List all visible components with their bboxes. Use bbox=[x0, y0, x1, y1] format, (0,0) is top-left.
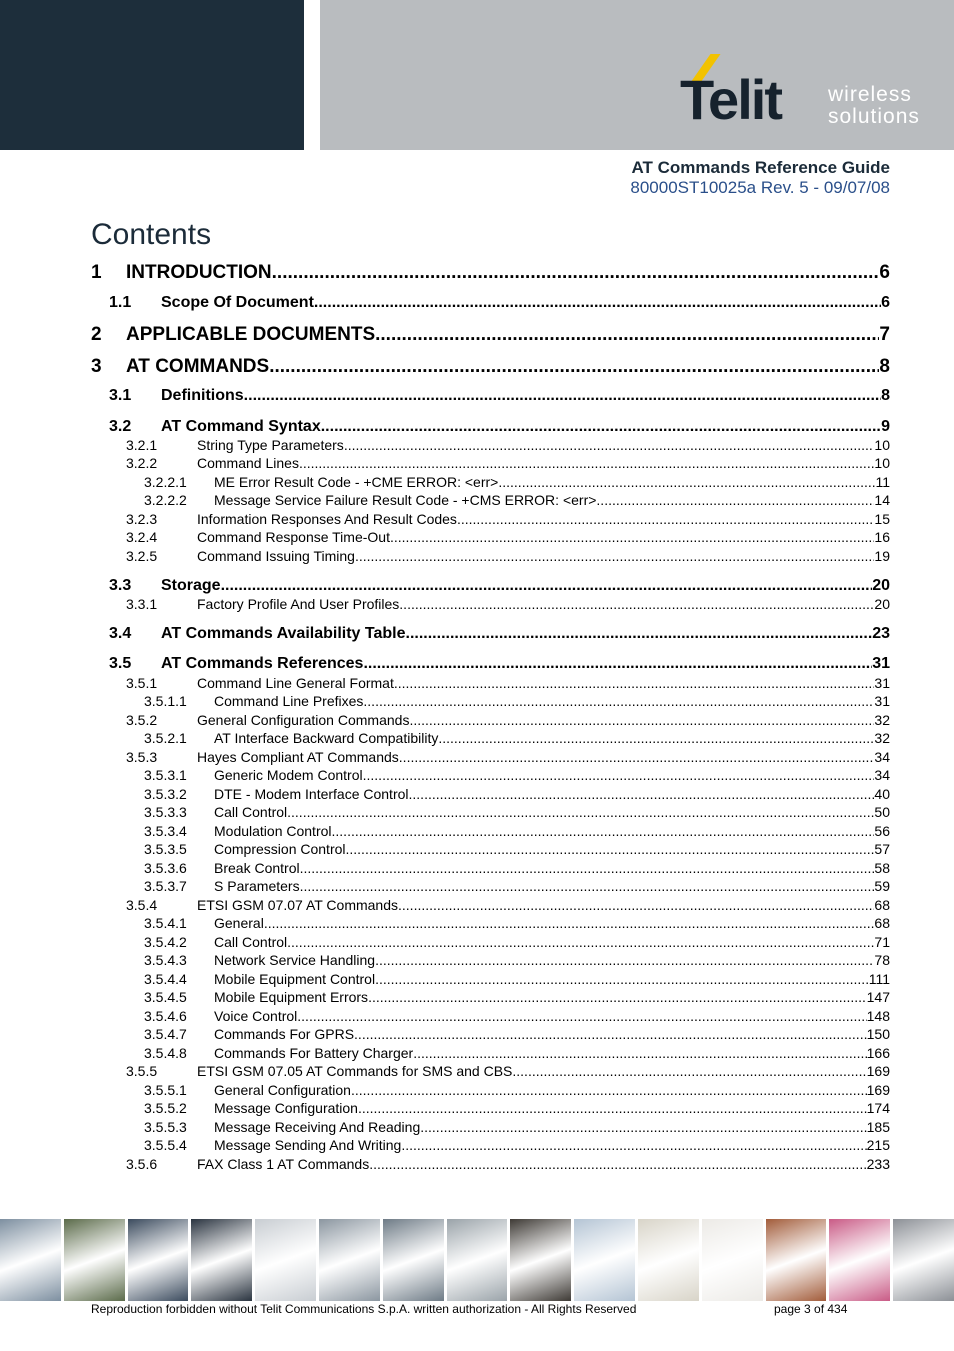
toc-dot-leader bbox=[498, 474, 875, 490]
toc-entry-page: 68 bbox=[874, 915, 890, 931]
logo-tagline bbox=[828, 84, 920, 128]
toc-entry-page: 14 bbox=[874, 492, 890, 508]
toc-entry-number: 2 bbox=[91, 324, 102, 345]
toc-dot-leader bbox=[346, 841, 875, 857]
toc-dot-leader bbox=[409, 712, 874, 728]
toc-dot-leader bbox=[399, 749, 875, 765]
toc-entry-title: ETSI GSM 07.07 AT Commands bbox=[197, 897, 399, 913]
toc-entry-title: Message Sending And Writing bbox=[214, 1137, 402, 1153]
toc-entry-title: DTE - Modem Interface Control bbox=[214, 786, 409, 802]
toc-dot-leader bbox=[221, 577, 873, 595]
toc-entry-page: 59 bbox=[874, 878, 890, 894]
toc-dot-leader bbox=[355, 548, 874, 564]
toc-entry-number: 3.2.4 bbox=[126, 529, 158, 545]
footer-photo-tile bbox=[128, 1219, 189, 1301]
toc-entry-page: 34 bbox=[874, 749, 890, 765]
toc-entry-number: 3.5.4.3 bbox=[144, 952, 187, 968]
toc-entry-title: Command Lines bbox=[197, 455, 299, 471]
toc-entry-page: 34 bbox=[874, 767, 890, 783]
toc-entry[interactable] bbox=[0, 897, 954, 915]
toc-entry-page: 6 bbox=[881, 294, 890, 311]
footer-photo-tile bbox=[638, 1219, 699, 1301]
toc-entry[interactable] bbox=[0, 823, 954, 841]
toc-entry-number: 3.5.3.1 bbox=[144, 767, 187, 783]
toc-entry-title: Commands For Battery Charger bbox=[214, 1045, 414, 1061]
toc-entry-page: 147 bbox=[866, 989, 890, 1005]
toc-entry[interactable] bbox=[0, 356, 954, 380]
toc-entry-page: 215 bbox=[866, 1137, 890, 1153]
toc-entry-page: 15 bbox=[874, 511, 890, 527]
toc-dot-leader bbox=[368, 989, 867, 1005]
toc-entry-page: 174 bbox=[866, 1100, 890, 1116]
toc-entry-title: Compression Control bbox=[214, 841, 346, 857]
toc-dot-leader bbox=[375, 324, 879, 346]
toc-entry[interactable] bbox=[0, 1156, 954, 1174]
toc-entry[interactable] bbox=[0, 878, 954, 896]
footer-photo-tile bbox=[766, 1219, 827, 1301]
footer-photo-tile bbox=[0, 1219, 61, 1301]
toc-entry-number: 3.5.4.6 bbox=[144, 1008, 187, 1024]
toc-entry[interactable] bbox=[0, 1082, 954, 1100]
toc-entry-number: 3.2.3 bbox=[126, 511, 158, 527]
toc-entry[interactable] bbox=[0, 971, 954, 989]
toc-dot-leader bbox=[332, 823, 875, 839]
toc-entry[interactable] bbox=[0, 915, 954, 933]
toc-dot-leader bbox=[401, 1137, 866, 1153]
toc-entry[interactable] bbox=[0, 511, 954, 529]
toc-entry-page: 31 bbox=[874, 693, 890, 709]
toc-entry[interactable] bbox=[0, 675, 954, 693]
footer-photo-tile bbox=[191, 1219, 252, 1301]
toc-entry-number: 3.5.2.1 bbox=[144, 730, 187, 746]
toc-entry[interactable] bbox=[0, 1045, 954, 1063]
toc-entry-title: AT COMMANDS bbox=[126, 356, 270, 377]
toc-entry-title: General Configuration bbox=[214, 1082, 351, 1098]
toc-entry-number: 3.5.5.2 bbox=[144, 1100, 187, 1116]
toc-entry-page: 78 bbox=[874, 952, 890, 968]
footer-photo-tile bbox=[64, 1219, 125, 1301]
toc-dot-leader bbox=[264, 915, 875, 931]
toc-entry-title: INTRODUCTION bbox=[126, 262, 272, 283]
toc-entry-number: 3.5.6 bbox=[126, 1156, 158, 1172]
toc-entry-number: 3.5.5.1 bbox=[144, 1082, 187, 1098]
toc-dot-leader bbox=[390, 529, 874, 545]
toc-entry-title: AT Commands References bbox=[161, 655, 364, 672]
toc-dot-leader bbox=[300, 860, 875, 876]
toc-entry-page: 31 bbox=[874, 675, 890, 691]
toc-entry-page: 31 bbox=[872, 655, 890, 672]
toc-entry-number: 3.3.1 bbox=[126, 596, 158, 612]
toc-entry-number: 3.5.2 bbox=[126, 712, 158, 728]
logo-tagline-line2: solutions bbox=[828, 105, 920, 128]
toc-dot-leader bbox=[358, 1100, 867, 1116]
toc-entry[interactable] bbox=[0, 324, 954, 348]
toc-entry-number: 3.2.2 bbox=[126, 455, 158, 471]
toc-entry-title: Command Line Prefixes bbox=[214, 693, 364, 709]
toc-entry-number: 3.5.4.8 bbox=[144, 1045, 187, 1061]
toc-dot-leader bbox=[351, 1082, 867, 1098]
toc-dot-leader bbox=[321, 418, 881, 436]
toc-entry-title: Network Service Handling bbox=[214, 952, 376, 968]
toc-dot-leader bbox=[398, 897, 874, 913]
toc-entry-number: 3.2.5 bbox=[126, 548, 158, 564]
toc-dot-leader bbox=[406, 625, 873, 643]
toc-entry[interactable] bbox=[0, 294, 954, 314]
toc-entry[interactable] bbox=[0, 548, 954, 566]
toc-entry[interactable] bbox=[0, 529, 954, 547]
toc-entry-title: ETSI GSM 07.05 AT Commands for SMS and CBS bbox=[197, 1063, 513, 1079]
toc-dot-leader bbox=[363, 693, 874, 709]
toc-entry[interactable] bbox=[0, 786, 954, 804]
toc-entry-number: 3.5.5 bbox=[126, 1063, 158, 1079]
toc-entry-title: Message Service Failure Result Code - +CMS ERROR: <err> bbox=[214, 492, 597, 508]
toc-entry-page: 148 bbox=[866, 1008, 890, 1024]
toc-entry[interactable] bbox=[0, 437, 954, 455]
toc-entry-page: 16 bbox=[874, 529, 890, 545]
toc-entry-title: String Type Parameters bbox=[197, 437, 344, 453]
toc-entry-number: 3.2.2.1 bbox=[144, 474, 187, 490]
telit-logo bbox=[676, 48, 936, 138]
toc-entry-number: 3.5.3.4 bbox=[144, 823, 187, 839]
toc-entry-number: 3.5.3 bbox=[126, 749, 158, 765]
logo-wordmark: Telit bbox=[680, 68, 781, 131]
footer-photo-tile bbox=[829, 1219, 890, 1301]
toc-dot-leader bbox=[375, 952, 874, 968]
toc-entry-title: Factory Profile And User Profiles bbox=[197, 596, 400, 612]
footer-photo-tile bbox=[447, 1219, 508, 1301]
toc-entry[interactable] bbox=[0, 596, 954, 614]
toc-entry[interactable] bbox=[0, 989, 954, 1007]
toc-entry[interactable] bbox=[0, 1008, 954, 1026]
toc-entry[interactable] bbox=[0, 693, 954, 711]
toc-entry-page: 19 bbox=[874, 548, 890, 564]
toc-entry[interactable] bbox=[0, 655, 954, 675]
toc-entry-title: Message Configuration bbox=[214, 1100, 358, 1116]
toc-dot-leader bbox=[314, 294, 881, 312]
toc-entry-title: AT Interface Backward Compatibility bbox=[214, 730, 439, 746]
footer-photo-tile bbox=[510, 1219, 571, 1301]
toc-entry-page: 11 bbox=[875, 474, 890, 490]
toc-entry-number: 3.5.5.3 bbox=[144, 1119, 187, 1135]
toc-entry-page: 23 bbox=[872, 625, 890, 642]
toc-entry-number: 3.2.1 bbox=[126, 437, 158, 453]
toc-entry[interactable] bbox=[0, 1137, 954, 1155]
footer-copyright-notice: Reproduction forbidden without Telit Communications S.p.A. written authorization - All Rights Reserved bbox=[91, 1302, 637, 1316]
toc-entry-page: 9 bbox=[881, 418, 890, 435]
toc-entry[interactable] bbox=[0, 387, 954, 407]
toc-entry-title: AT Command Syntax bbox=[161, 418, 321, 435]
toc-dot-leader bbox=[420, 1119, 866, 1135]
document-title: AT Commands Reference Guide bbox=[631, 158, 890, 177]
toc-entry-number: 3 bbox=[91, 356, 102, 377]
toc-entry-page: 169 bbox=[866, 1063, 890, 1079]
toc-entry-page: 8 bbox=[881, 387, 890, 404]
toc-entry-title: Break Control bbox=[214, 860, 300, 876]
toc-entry[interactable] bbox=[0, 952, 954, 970]
toc-entry[interactable] bbox=[0, 712, 954, 730]
toc-entry[interactable] bbox=[0, 492, 954, 510]
toc-entry-title: APPLICABLE DOCUMENTS bbox=[126, 324, 376, 345]
toc-entry-title: Hayes Compliant AT Commands bbox=[197, 749, 399, 765]
toc-dot-leader bbox=[344, 437, 875, 453]
toc-dot-leader bbox=[375, 971, 869, 987]
toc-entry[interactable] bbox=[0, 1026, 954, 1044]
toc-entry-title: FAX Class 1 AT Commands bbox=[197, 1156, 370, 1172]
toc-entry-title: Command Line General Format bbox=[197, 675, 394, 691]
toc-dot-leader bbox=[512, 1063, 866, 1079]
toc-entry-number: 3.5 bbox=[109, 655, 132, 672]
footer-photo-tile bbox=[255, 1219, 316, 1301]
toc-dot-leader bbox=[369, 1156, 866, 1172]
toc-dot-leader bbox=[438, 730, 874, 746]
toc-entry-page: 71 bbox=[874, 934, 890, 950]
toc-entry[interactable] bbox=[0, 749, 954, 767]
toc-entry-number: 3.4 bbox=[109, 625, 132, 642]
toc-dot-leader bbox=[413, 1045, 866, 1061]
toc-entry-title: Storage bbox=[161, 577, 221, 594]
toc-entry[interactable] bbox=[0, 262, 954, 286]
toc-entry-number: 3.5.3.6 bbox=[144, 860, 187, 876]
toc-entry-number: 3.5.1.1 bbox=[144, 693, 187, 709]
toc-dot-leader bbox=[354, 1026, 867, 1042]
toc-entry-page: 169 bbox=[866, 1082, 890, 1098]
toc-entry-number: 3.5.3.5 bbox=[144, 841, 187, 857]
toc-entry[interactable] bbox=[0, 804, 954, 822]
header-dark-panel bbox=[0, 0, 304, 150]
toc-entry-number: 3.2 bbox=[109, 418, 132, 435]
toc-entry-page: 233 bbox=[866, 1156, 890, 1172]
toc-entry-title: Generic Modem Control bbox=[214, 767, 363, 783]
toc-entry-title: Call Control bbox=[214, 804, 288, 820]
toc-entry-page: 20 bbox=[874, 596, 890, 612]
toc-entry-page: 7 bbox=[879, 324, 890, 345]
toc-dot-leader bbox=[287, 934, 874, 950]
toc-entry-title: Commands For GPRS bbox=[214, 1026, 355, 1042]
toc-entry[interactable] bbox=[0, 577, 954, 597]
toc-entry[interactable] bbox=[0, 1119, 954, 1137]
toc-entry-number: 3.5.5.4 bbox=[144, 1137, 187, 1153]
toc-entry-number: 3.5.4.1 bbox=[144, 915, 187, 931]
footer-photo-strip bbox=[0, 1219, 954, 1301]
toc-entry-number: 3.1 bbox=[109, 387, 132, 404]
toc-entry-title: ME Error Result Code - +CME ERROR: <err> bbox=[214, 474, 499, 490]
toc-dot-leader bbox=[457, 511, 874, 527]
toc-dot-leader bbox=[269, 356, 879, 378]
toc-entry-title: Mobile Equipment Control bbox=[214, 971, 376, 987]
toc-entry[interactable] bbox=[0, 418, 954, 438]
toc-entry-title: Information Responses And Result Codes bbox=[197, 511, 457, 527]
toc-entry-page: 185 bbox=[866, 1119, 890, 1135]
footer-photo-tile bbox=[574, 1219, 635, 1301]
toc-entry-page: 10 bbox=[874, 437, 890, 453]
toc-entry-number: 1 bbox=[91, 262, 102, 283]
toc-entry-number: 3.2.2.2 bbox=[144, 492, 187, 508]
footer-photo-tile bbox=[383, 1219, 444, 1301]
toc-entry-page: 32 bbox=[874, 712, 890, 728]
toc-entry-title: Call Control bbox=[214, 934, 288, 950]
toc-entry-title: Message Receiving And Reading bbox=[214, 1119, 421, 1135]
toc-entry-page: 50 bbox=[874, 804, 890, 820]
toc-entry-number: 3.5.3.7 bbox=[144, 878, 187, 894]
footer-photo-tile bbox=[893, 1219, 954, 1301]
toc-entry-page: 150 bbox=[866, 1026, 890, 1042]
toc-entry[interactable] bbox=[0, 1063, 954, 1081]
toc-entry[interactable] bbox=[0, 934, 954, 952]
toc-entry-title: General bbox=[214, 915, 264, 931]
toc-entry-page: 166 bbox=[866, 1045, 890, 1061]
footer-photo-tile bbox=[319, 1219, 380, 1301]
toc-entry[interactable] bbox=[0, 1100, 954, 1118]
toc-entry-title: Voice Control bbox=[214, 1008, 298, 1024]
toc-entry[interactable] bbox=[0, 767, 954, 785]
toc-entry-number: 3.3 bbox=[109, 577, 132, 594]
toc-entry[interactable] bbox=[0, 860, 954, 878]
toc-entry-number: 3.5.4.5 bbox=[144, 989, 187, 1005]
toc-entry[interactable] bbox=[0, 455, 954, 473]
footer-photo-tile bbox=[702, 1219, 763, 1301]
toc-entry-title: Definitions bbox=[161, 387, 244, 404]
toc-entry-title: Command Response Time-Out bbox=[197, 529, 390, 545]
toc-entry[interactable] bbox=[0, 841, 954, 859]
toc-entry-page: 56 bbox=[874, 823, 890, 839]
toc-entry-title: AT Commands Availability Table bbox=[161, 625, 406, 642]
toc-dot-leader bbox=[300, 878, 875, 894]
toc-entry-number: 3.5.3.3 bbox=[144, 804, 187, 820]
toc-dot-leader bbox=[297, 1008, 866, 1024]
toc-entry[interactable] bbox=[0, 730, 954, 748]
toc-entry[interactable] bbox=[0, 474, 954, 492]
toc-entry-title: Modulation Control bbox=[214, 823, 332, 839]
toc-dot-leader bbox=[287, 804, 874, 820]
toc-entry-title: General Configuration Commands bbox=[197, 712, 410, 728]
toc-entry-page: 58 bbox=[874, 860, 890, 876]
toc-entry-page: 8 bbox=[879, 356, 890, 377]
toc-dot-leader bbox=[363, 767, 875, 783]
contents-heading: Contents bbox=[91, 218, 212, 251]
footer-page-number: page 3 of 434 bbox=[774, 1302, 848, 1316]
toc-dot-leader bbox=[272, 262, 880, 284]
toc-entry-number: 3.5.4.4 bbox=[144, 971, 187, 987]
toc-entry-page: 111 bbox=[868, 971, 890, 987]
toc-entry-page: 40 bbox=[874, 786, 890, 802]
toc-entry-page: 32 bbox=[874, 730, 890, 746]
toc-dot-leader bbox=[394, 675, 875, 691]
toc-entry-number: 1.1 bbox=[109, 294, 132, 311]
logo-tagline-line1: wireless bbox=[828, 83, 912, 106]
toc-dot-leader bbox=[299, 455, 874, 471]
toc-dot-leader bbox=[409, 786, 875, 802]
toc-entry-page: 57 bbox=[874, 841, 890, 857]
toc-entry-title: Command Issuing Timing bbox=[197, 548, 355, 564]
toc-entry-number: 3.5.3.2 bbox=[144, 786, 187, 802]
toc-entry-number: 3.5.4 bbox=[126, 897, 158, 913]
document-revision: 80000ST10025a Rev. 5 - 09/07/08 bbox=[630, 178, 890, 197]
toc-entry[interactable] bbox=[0, 625, 954, 645]
toc-entry-number: 3.5.4.2 bbox=[144, 934, 187, 950]
toc-entry-page: 10 bbox=[874, 455, 890, 471]
toc-entry-title: Scope Of Document bbox=[161, 294, 314, 311]
toc-entry-title: Mobile Equipment Errors bbox=[214, 989, 369, 1005]
toc-dot-leader bbox=[399, 596, 874, 612]
toc-dot-leader bbox=[244, 387, 881, 405]
toc-entry-page: 20 bbox=[872, 577, 890, 594]
toc-entry-page: 6 bbox=[879, 262, 890, 283]
toc-entry-title: S Parameters bbox=[214, 878, 300, 894]
toc-entry-number: 3.5.4.7 bbox=[144, 1026, 187, 1042]
toc-entry-page: 68 bbox=[874, 897, 890, 913]
toc-dot-leader bbox=[363, 655, 872, 673]
toc-entry-number: 3.5.1 bbox=[126, 675, 158, 691]
toc-dot-leader bbox=[596, 492, 874, 508]
